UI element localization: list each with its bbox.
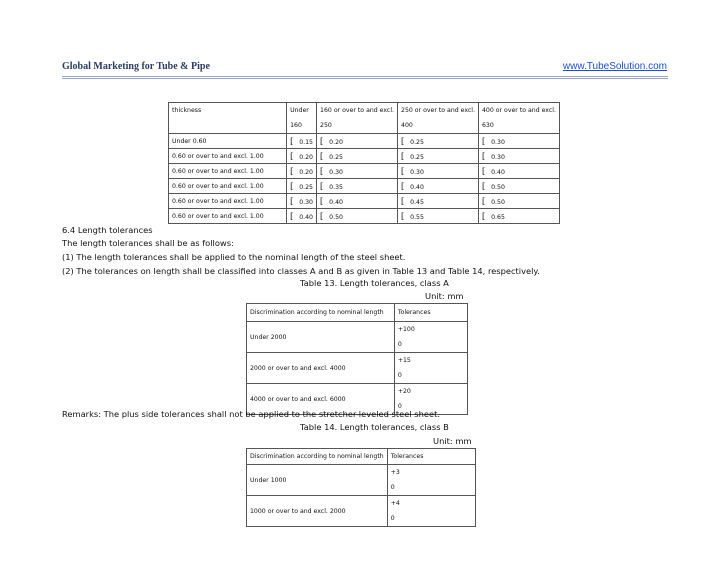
unit-label: Unit: mm <box>433 436 472 446</box>
table-cell: +100 0 <box>394 322 467 353</box>
table-cell: [ 0.30 <box>398 164 479 179</box>
header-divider <box>62 76 668 77</box>
table-cell: 1000 or over to and excl. 2000 <box>247 496 388 527</box>
table-cell: [ 0.65 <box>478 209 559 224</box>
unit-label: Unit: mm <box>425 291 464 301</box>
table-caption: Table 13. Length tolerances, class A <box>300 278 449 288</box>
table-cell: +4 0 <box>387 496 475 527</box>
table-cell: +15 0 <box>394 353 467 384</box>
bracket-glyph: [ <box>290 196 294 206</box>
table-cell: [ 0.25 <box>287 179 317 194</box>
bracket-glyph: [ <box>401 136 405 146</box>
table-cell: [ 0.40 <box>478 164 559 179</box>
bracket-glyph: [ <box>481 211 486 221</box>
table-cell: 0.60 or over to and excl. 1.00 <box>169 149 287 164</box>
list-item: (1) The length tolerances shall be applied to the nominal length of the steel sheet. <box>62 252 406 262</box>
table-cell: [ 0.40 <box>317 194 398 209</box>
table-cell: +3 0 <box>387 465 475 496</box>
bracket-glyph: [ <box>320 136 324 146</box>
bracket-glyph: [ <box>401 196 405 206</box>
table-header-row <box>247 304 468 322</box>
table-cell: [ 0.35 <box>317 179 398 194</box>
table-row <box>169 179 560 194</box>
table-cell: [ 0.25 <box>398 134 479 149</box>
table-row <box>247 465 476 496</box>
table-cell: [ 0.30 <box>317 164 398 179</box>
table-row <box>169 134 560 149</box>
length-tolerance-table-class-b <box>246 448 476 527</box>
bracket-glyph: [ <box>481 136 486 146</box>
bracket-glyph: [ <box>290 166 294 176</box>
table-cell: [ 0.25 <box>398 149 479 164</box>
table-row <box>169 194 560 209</box>
length-tolerance-table-class-a <box>246 303 468 415</box>
bracket-glyph: [ <box>320 151 324 161</box>
bracket-glyph: [ <box>290 211 294 221</box>
table-row <box>247 322 468 353</box>
bracket-glyph: [ <box>320 211 324 221</box>
body-paragraph: The length tolerances shall be as follows: <box>62 238 234 248</box>
table-cell: [ 0.40 <box>398 179 479 194</box>
table-cell: [ 0.15 <box>287 134 317 149</box>
bracket-glyph: [ <box>290 181 294 191</box>
table-cell: [ 0.20 <box>287 149 317 164</box>
website-link[interactable]: www.TubeSolution.com <box>562 61 667 72</box>
bracket-glyph: [ <box>401 151 405 161</box>
bracket-glyph: [ <box>401 166 405 176</box>
table-cell: [ 0.30 <box>478 134 559 149</box>
remarks-text: Remarks: The plus side tolerances shall not be applied to the stretcher-leveled steel sheet. <box>62 409 440 419</box>
bracket-glyph: [ <box>401 211 405 221</box>
table-cell: [ 0.45 <box>398 194 479 209</box>
table-cell: [ 0.30 <box>287 194 317 209</box>
table-cell: [ 0.20 <box>287 164 317 179</box>
column-header: 250 or over to and excl. 400 <box>398 103 479 134</box>
table-cell: 0.60 or over to and excl. 1.00 <box>169 179 287 194</box>
table-cell: [ 0.20 <box>317 134 398 149</box>
thickness-tolerance-table <box>168 102 560 224</box>
bracket-glyph: [ <box>481 166 486 176</box>
table-cell: [ 0.30 <box>478 149 559 164</box>
table-cell: Under 1000 <box>247 465 388 496</box>
header-divider <box>62 78 668 79</box>
column-header: Tolerances <box>387 449 475 465</box>
table-cell: 2000 or over to and excl. 4000 <box>247 353 395 384</box>
table-row <box>169 164 560 179</box>
table-cell: 4000 or over to and excl. 6000 <box>247 384 395 415</box>
bracket-glyph: [ <box>320 181 324 191</box>
table-cell: +20 0 <box>394 384 467 415</box>
column-header: Under 160 <box>287 103 317 134</box>
table-cell: Under 2000 <box>247 322 395 353</box>
column-header: 160 or over to and excl. 250 <box>317 103 398 134</box>
table-cell: [ 0.40 <box>287 209 317 224</box>
table-cell: [ 0.25 <box>317 149 398 164</box>
document-header-title: Global Marketing for Tube & Pipe <box>62 61 210 72</box>
table-cell: [ 0.55 <box>398 209 479 224</box>
table-cell: 0.60 or over to and excl. 1.00 <box>169 209 287 224</box>
table-cell: 0.60 or over to and excl. 1.00 <box>169 194 287 209</box>
bracket-glyph: [ <box>401 181 405 191</box>
table-cell: Under 0.60 <box>169 134 287 149</box>
bracket-glyph: [ <box>481 151 486 161</box>
table-header-row <box>247 449 476 465</box>
list-item: (2) The tolerances on length shall be classified into classes A and B as given in Table 13 and Table 14, respectively. <box>62 266 540 276</box>
bracket-glyph: [ <box>320 196 324 206</box>
table-row <box>247 353 468 384</box>
column-header: Tolerances <box>394 304 467 322</box>
column-header: Discrimination according to nominal length <box>247 449 388 465</box>
table-cell: 0.60 or over to and excl. 1.00 <box>169 164 287 179</box>
bracket-glyph: [ <box>290 136 294 146</box>
table-cell: [ 0.50 <box>478 179 559 194</box>
column-header: 400 or over to and excl. 630 <box>478 103 559 134</box>
table-cell: [ 0.50 <box>317 209 398 224</box>
bracket-glyph: [ <box>481 196 486 206</box>
bracket-glyph: [ <box>320 166 324 176</box>
table-header-row <box>169 103 560 134</box>
column-header: thickness <box>169 103 287 134</box>
bracket-glyph: [ <box>481 181 486 191</box>
bracket-glyph: [ <box>290 151 294 161</box>
table-cell: [ 0.50 <box>478 194 559 209</box>
table-caption: Table 14. Length tolerances, class B <box>300 422 449 432</box>
table-row <box>247 496 476 527</box>
table-row <box>169 209 560 224</box>
table-row <box>169 149 560 164</box>
column-header: Discrimination according to nominal length <box>247 304 395 322</box>
section-heading: 6.4 Length tolerances <box>62 225 153 235</box>
